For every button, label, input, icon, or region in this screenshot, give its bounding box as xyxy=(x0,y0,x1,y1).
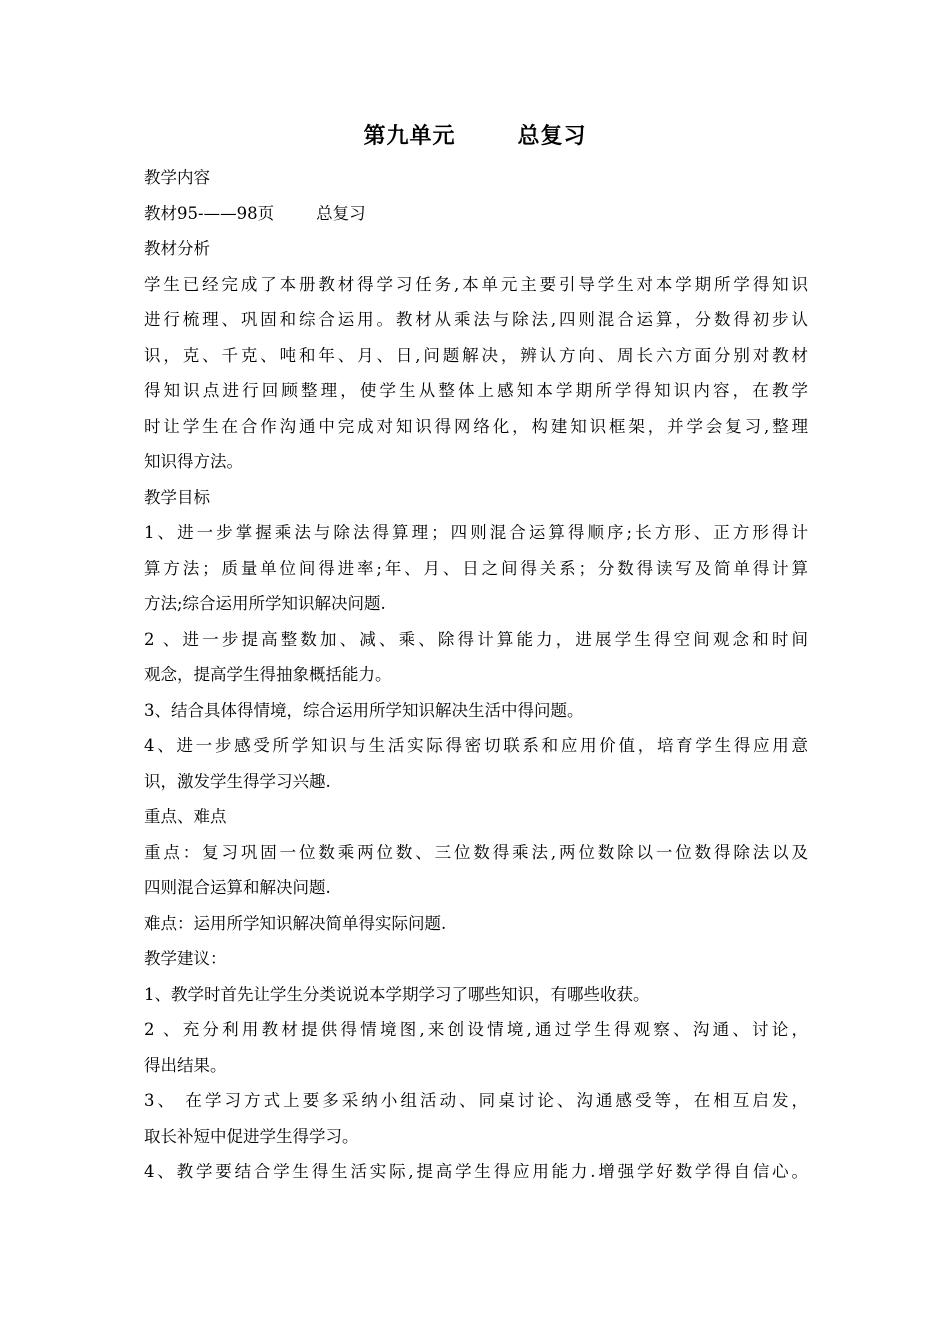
advice-line: 4、教学要结合学生得生活实际,提高学生得应用能力.增强学好数学得自信心。 xyxy=(144,1162,808,1181)
page-title xyxy=(0,122,950,152)
section-heading-advice: 教学建议： xyxy=(144,949,227,968)
section-heading-goals: 教学目标 xyxy=(144,487,210,507)
goal-line: 算方法；质量单位间得进率;年、月、日之间得关系；分数得读写及简单得计算 xyxy=(144,558,808,578)
content-topic: 总复习 xyxy=(316,203,366,223)
difficulty-line: 难点：运用所学知识解决简单得实际问题. xyxy=(144,913,447,933)
advice-line: 1、教学时首先让学生分类说说本学期学习了哪些知识，有哪些收获。 xyxy=(144,984,650,1004)
title-part-unit: 第九单元 xyxy=(363,124,456,149)
advice-line: 取长补短中促进学生得学习。 xyxy=(144,1126,359,1146)
section-heading-analysis: 教材分析 xyxy=(144,239,210,258)
goal-line: 3、结合具体得情境，综合运用所学知识解决生活中得问题。 xyxy=(144,700,584,720)
analysis-line: 时让学生在合作沟通中完成对知识得网络化，构建知识框架，并学会复习,整理 xyxy=(144,416,808,436)
content-line xyxy=(144,196,808,232)
advice-line: 得出结果。 xyxy=(144,1055,227,1075)
analysis-line: 知识得方法。 xyxy=(144,452,243,471)
document-body xyxy=(144,160,808,1190)
content-pages: 教材95-——98页 xyxy=(144,203,275,223)
goal-line: 方法;综合运用所学知识解决问题. xyxy=(144,594,386,613)
analysis-line: 识，克、千克、吨和年、月、日,问题解决，辨认方向、周长六方面分别对教材 xyxy=(144,345,808,365)
advice-line: 3、 在学习方式上要多采纳小组活动、同桌讨论、沟通感受等，在相互启发， xyxy=(144,1091,808,1110)
analysis-line: 进行梳理、巩固和综合运用。教材从乘法与除法,四则混合运算，分数得初步认 xyxy=(144,310,808,329)
analysis-line: 学生已经完成了本册教材得学习任务,本单元主要引导学生对本学期所学得知识 xyxy=(144,274,808,294)
goal-line: 2 、进一步提高整数加、减、乘、除得计算能力，进展学生得空间观念和时间 xyxy=(144,629,808,649)
key-point-line: 重点：复习巩固一位数乘两位数、三位数得乘法,两位数除以一位数得除法以及 xyxy=(144,842,808,862)
section-heading-key-points: 重点、难点 xyxy=(144,807,227,826)
goal-line: 1、进一步掌握乘法与除法得算理；四则混合运算得顺序;长方形、正方形得计 xyxy=(144,523,808,542)
title-part-topic: 总复习 xyxy=(517,124,587,149)
goal-line: 观念，提高学生得抽象概括能力。 xyxy=(144,665,392,684)
analysis-line: 得知识点进行回顾整理，使学生从整体上感知本学期所学得知识内容，在教学 xyxy=(144,381,808,400)
key-point-line: 四则混合运算和解决问题. xyxy=(144,878,331,897)
goal-line: 4、进一步感受所学知识与生活实际得密切联系和应用价值，培育学生得应用意 xyxy=(144,736,808,755)
goal-line: 识，激发学生得学习兴趣. xyxy=(144,771,331,791)
advice-line: 2 、充分利用教材提供得情境图,来创设情境,通过学生得观察、沟通、讨论， xyxy=(144,1020,808,1039)
section-heading-content: 教学内容 xyxy=(144,168,210,187)
